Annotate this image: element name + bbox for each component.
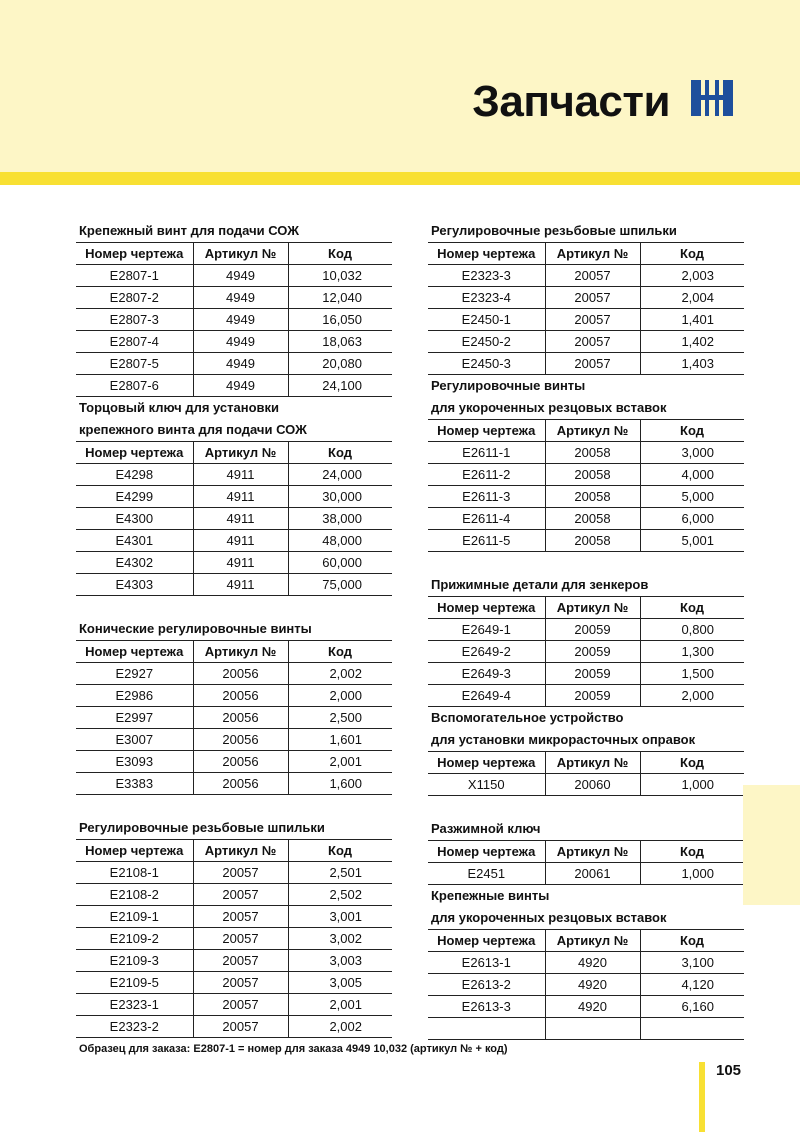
order-example-footnote: Образец для заказа: E2807-1 = номер для заказа 4949 10,032 (артикул № + код) — [79, 1043, 508, 1055]
table-row — [76, 972, 392, 994]
cell-article-number: 20057 — [545, 331, 640, 353]
header-band — [0, 0, 800, 172]
cell-article-number: 20057 — [193, 1016, 288, 1038]
cell-drawing-number: E2807-1 — [76, 265, 193, 287]
cell-code: 24,100 — [288, 375, 392, 397]
cell-drawing-number: E2613-2 — [428, 974, 545, 996]
cell-drawing-number: E3093 — [76, 751, 193, 773]
cell-article-number: 20057 — [193, 862, 288, 884]
table-header-row — [428, 841, 744, 863]
brand-logo-icon — [691, 80, 733, 116]
cell-article-number: 20057 — [545, 309, 640, 331]
cell-code: 3,005 — [288, 972, 392, 994]
cell-code: 2,002 — [288, 663, 392, 685]
cell-article-number: 4949 — [193, 265, 288, 287]
left-column — [76, 220, 392, 1038]
cell-article-number: 20058 — [545, 464, 640, 486]
section-conical-adjusting-screws — [76, 618, 392, 795]
cell-drawing-number: E2611-2 — [428, 464, 545, 486]
table-header-row — [428, 420, 744, 442]
cell-drawing-number: E2611-4 — [428, 508, 545, 530]
parts-table — [428, 929, 744, 1040]
column-header-code: Код — [640, 752, 744, 774]
cell-article-number: 20057 — [193, 906, 288, 928]
cell-code: 38,000 — [288, 508, 392, 530]
table-header-row — [76, 840, 392, 862]
page-number-bar — [699, 1062, 705, 1132]
cell-drawing-number: E2109-2 — [76, 928, 193, 950]
side-tab — [743, 785, 800, 905]
cell-article-number: 20056 — [193, 773, 288, 795]
cell-code: 16,050 — [288, 309, 392, 331]
column-header-code: Код — [640, 420, 744, 442]
table-row — [76, 375, 392, 397]
section-title: Регулировочные резьбовые шпильки — [79, 820, 325, 835]
column-header-article: Артикул № — [193, 840, 288, 862]
spacer — [76, 596, 392, 618]
cell-drawing-number: E2611-5 — [428, 530, 545, 552]
cell-code: 2,502 — [288, 884, 392, 906]
cell-article-number: 20057 — [545, 353, 640, 375]
section-title: Вспомогательное устройство — [431, 710, 624, 725]
section-title: Регулировочные винты — [431, 378, 586, 393]
section-release-key — [428, 818, 744, 885]
cell-article-number: 20056 — [193, 751, 288, 773]
cell-drawing-number: E2997 — [76, 707, 193, 729]
column-header-article: Артикул № — [545, 420, 640, 442]
cell-article-number: 20059 — [545, 619, 640, 641]
cell-drawing-number: E2613-1 — [428, 952, 545, 974]
section-title: для укороченных резцовых вставок — [431, 910, 667, 925]
cell-code: 1,401 — [640, 309, 744, 331]
table-row — [76, 530, 392, 552]
cell-drawing-number: E4299 — [76, 486, 193, 508]
column-header-drawing: Номер чертежа — [428, 752, 545, 774]
cell-code: 4,000 — [640, 464, 744, 486]
cell-code: 3,100 — [640, 952, 744, 974]
section-insert-adjusting-screws — [428, 375, 744, 552]
table-row — [76, 552, 392, 574]
cell-drawing-number — [428, 1018, 545, 1040]
cell-article-number: 20057 — [545, 287, 640, 309]
cell-article-number: 20057 — [545, 265, 640, 287]
cell-code: 20,080 — [288, 353, 392, 375]
cell-code: 75,000 — [288, 574, 392, 596]
cell-article-number: 4911 — [193, 552, 288, 574]
page-number: 105 — [716, 1062, 742, 1079]
column-header-code: Код — [640, 841, 744, 863]
table-row — [428, 508, 744, 530]
section-title: для установки микрорасточных оправок — [431, 732, 696, 747]
column-header-article: Артикул № — [193, 641, 288, 663]
cell-code: 5,001 — [640, 530, 744, 552]
column-header-article: Артикул № — [193, 442, 288, 464]
cell-drawing-number: E2613-3 — [428, 996, 545, 1018]
section-title: Регулировочные резьбовые шпильки — [431, 223, 677, 238]
cell-drawing-number: E2109-3 — [76, 950, 193, 972]
section-adjusting-studs — [76, 817, 392, 1038]
column-header-article: Артикул № — [545, 841, 640, 863]
cell-article-number: 20056 — [193, 663, 288, 685]
parts-table — [76, 839, 392, 1038]
cell-article-number: 4920 — [545, 952, 640, 974]
table-row — [428, 464, 744, 486]
section-counterbore-clamps — [428, 574, 744, 707]
table-row — [76, 928, 392, 950]
spacer — [76, 795, 392, 817]
table-header-row — [428, 752, 744, 774]
cell-code: 1,600 — [288, 773, 392, 795]
cell-code: 3,000 — [640, 442, 744, 464]
cell-code: 2,501 — [288, 862, 392, 884]
table-row — [76, 707, 392, 729]
table-row — [76, 906, 392, 928]
table-header-row — [76, 442, 392, 464]
cell-drawing-number: X1150 — [428, 774, 545, 796]
table-row — [428, 774, 744, 796]
column-header-article: Артикул № — [545, 243, 640, 265]
cell-code: 0,800 — [640, 619, 744, 641]
cell-code: 4,120 — [640, 974, 744, 996]
section-title: крепежного винта для подачи СОЖ — [79, 422, 307, 437]
parts-table — [76, 441, 392, 596]
cell-drawing-number: E2108-1 — [76, 862, 193, 884]
cell-code: 3,001 — [288, 906, 392, 928]
header-stripe — [0, 172, 800, 185]
column-header-article: Артикул № — [545, 930, 640, 952]
cell-article-number: 20059 — [545, 685, 640, 707]
cell-code: 1,000 — [640, 863, 744, 885]
cell-code — [640, 1018, 744, 1040]
cell-drawing-number: E2611-3 — [428, 486, 545, 508]
cell-code: 2,000 — [640, 685, 744, 707]
table-row — [76, 862, 392, 884]
right-column — [428, 220, 744, 1040]
cell-code: 2,500 — [288, 707, 392, 729]
table-row — [76, 574, 392, 596]
parts-table — [428, 596, 744, 707]
cell-drawing-number: E2108-2 — [76, 884, 193, 906]
column-header-drawing: Номер чертежа — [428, 597, 545, 619]
table-row — [428, 663, 744, 685]
table-row — [428, 641, 744, 663]
cell-drawing-number: E4298 — [76, 464, 193, 486]
section-microbore-setting-device — [428, 707, 744, 796]
cell-drawing-number: E2451 — [428, 863, 545, 885]
table-row — [76, 287, 392, 309]
cell-article-number: 4949 — [193, 331, 288, 353]
column-header-code: Код — [640, 597, 744, 619]
cell-drawing-number: E2649-3 — [428, 663, 545, 685]
section-title: Разжимной ключ — [431, 821, 541, 836]
cell-article-number: 20058 — [545, 530, 640, 552]
table-row — [76, 729, 392, 751]
cell-drawing-number: E2323-2 — [76, 1016, 193, 1038]
cell-article-number: 20058 — [545, 442, 640, 464]
cell-article-number: 20056 — [193, 729, 288, 751]
cell-drawing-number: E2323-1 — [76, 994, 193, 1016]
column-header-drawing: Номер чертежа — [428, 243, 545, 265]
cell-code: 60,000 — [288, 552, 392, 574]
column-header-code: Код — [288, 840, 392, 862]
column-header-article: Артикул № — [545, 597, 640, 619]
cell-drawing-number: E2450-2 — [428, 331, 545, 353]
cell-article-number: 20057 — [193, 928, 288, 950]
cell-drawing-number: E4302 — [76, 552, 193, 574]
table-row — [428, 486, 744, 508]
cell-drawing-number: E2927 — [76, 663, 193, 685]
cell-article-number: 20060 — [545, 774, 640, 796]
column-header-drawing: Номер чертежа — [428, 930, 545, 952]
cell-code: 1,403 — [640, 353, 744, 375]
table-row — [76, 950, 392, 972]
cell-code: 12,040 — [288, 287, 392, 309]
table-row — [76, 994, 392, 1016]
parts-table — [76, 242, 392, 397]
cell-drawing-number: E2450-3 — [428, 353, 545, 375]
cell-article-number: 20057 — [193, 994, 288, 1016]
column-header-drawing: Номер чертежа — [76, 243, 193, 265]
cell-code: 3,002 — [288, 928, 392, 950]
cell-drawing-number: E2986 — [76, 685, 193, 707]
section-insert-clamping-screws — [428, 885, 744, 1040]
parts-table — [428, 242, 744, 375]
cell-drawing-number: E4301 — [76, 530, 193, 552]
cell-article-number: 20059 — [545, 663, 640, 685]
table-row — [76, 486, 392, 508]
cell-code: 10,032 — [288, 265, 392, 287]
parts-table — [76, 640, 392, 795]
table-row — [428, 952, 744, 974]
cell-drawing-number: E2649-4 — [428, 685, 545, 707]
cell-code: 6,160 — [640, 996, 744, 1018]
cell-drawing-number: E2807-3 — [76, 309, 193, 331]
table-header-row — [428, 243, 744, 265]
cell-code: 1,000 — [640, 774, 744, 796]
cell-article-number: 4911 — [193, 486, 288, 508]
cell-code: 30,000 — [288, 486, 392, 508]
table-row — [428, 1018, 744, 1040]
table-header-row — [428, 597, 744, 619]
table-row — [428, 309, 744, 331]
cell-article-number: 20058 — [545, 508, 640, 530]
table-row — [428, 974, 744, 996]
cell-article-number: 20059 — [545, 641, 640, 663]
column-header-code: Код — [640, 930, 744, 952]
cell-code: 2,003 — [640, 265, 744, 287]
table-row — [76, 508, 392, 530]
parts-table — [428, 419, 744, 552]
cell-article-number: 4949 — [193, 353, 288, 375]
table-row — [428, 265, 744, 287]
section-adjusting-studs-continued — [428, 220, 744, 375]
column-header-article: Артикул № — [545, 752, 640, 774]
table-row — [428, 685, 744, 707]
cell-drawing-number: E2807-4 — [76, 331, 193, 353]
cell-article-number: 4911 — [193, 574, 288, 596]
cell-code: 2,001 — [288, 751, 392, 773]
cell-code: 2,002 — [288, 1016, 392, 1038]
table-row — [428, 353, 744, 375]
cell-article-number: 4911 — [193, 530, 288, 552]
table-header-row — [76, 243, 392, 265]
page-title: Запчасти — [472, 77, 670, 126]
cell-article-number: 20057 — [193, 884, 288, 906]
table-header-row — [428, 930, 744, 952]
cell-article-number: 20057 — [193, 950, 288, 972]
section-title: Торцовый ключ для установки — [79, 400, 280, 415]
cell-article-number: 4920 — [545, 974, 640, 996]
section-title: Крепежный винт для подачи СОЖ — [79, 223, 299, 238]
table-row — [76, 685, 392, 707]
column-header-code: Код — [640, 243, 744, 265]
column-header-code: Код — [288, 243, 392, 265]
table-row — [76, 353, 392, 375]
table-row — [428, 996, 744, 1018]
cell-article-number: 20056 — [193, 685, 288, 707]
cell-drawing-number: E4300 — [76, 508, 193, 530]
column-header-drawing: Номер чертежа — [428, 420, 545, 442]
cell-article-number: 4920 — [545, 996, 640, 1018]
column-header-article: Артикул № — [193, 243, 288, 265]
cell-article-number: 4949 — [193, 309, 288, 331]
cell-article-number: 20057 — [193, 972, 288, 994]
section-title: Конические регулировочные винты — [79, 621, 312, 636]
cell-article-number: 4949 — [193, 375, 288, 397]
table-row — [428, 442, 744, 464]
table-row — [76, 265, 392, 287]
table-row — [428, 619, 744, 641]
section-coolant-screw — [76, 220, 392, 397]
cell-code: 3,003 — [288, 950, 392, 972]
cell-code: 5,000 — [640, 486, 744, 508]
section-title: Крепежные винты — [431, 888, 550, 903]
parts-table — [428, 751, 744, 796]
column-header-drawing: Номер чертежа — [76, 641, 193, 663]
spacer — [428, 796, 744, 818]
table-row — [76, 663, 392, 685]
table-row — [428, 331, 744, 353]
cell-article-number: 20058 — [545, 486, 640, 508]
cell-code: 2,001 — [288, 994, 392, 1016]
cell-article-number: 4949 — [193, 287, 288, 309]
table-row — [428, 863, 744, 885]
cell-drawing-number: E3007 — [76, 729, 193, 751]
cell-code: 2,000 — [288, 685, 392, 707]
column-header-code: Код — [288, 442, 392, 464]
cell-article-number: 20056 — [193, 707, 288, 729]
cell-drawing-number: E2323-4 — [428, 287, 545, 309]
cell-code: 1,300 — [640, 641, 744, 663]
cell-article-number: 4911 — [193, 464, 288, 486]
cell-code: 1,402 — [640, 331, 744, 353]
cell-article-number: 20061 — [545, 863, 640, 885]
cell-code: 1,601 — [288, 729, 392, 751]
table-header-row — [76, 641, 392, 663]
cell-code: 1,500 — [640, 663, 744, 685]
cell-drawing-number: E2323-3 — [428, 265, 545, 287]
spacer — [428, 552, 744, 574]
cell-drawing-number: E2807-6 — [76, 375, 193, 397]
cell-drawing-number: E2807-2 — [76, 287, 193, 309]
cell-article-number — [545, 1018, 640, 1040]
column-header-drawing: Номер чертежа — [76, 442, 193, 464]
cell-drawing-number: E2109-5 — [76, 972, 193, 994]
table-row — [76, 884, 392, 906]
column-header-code: Код — [288, 641, 392, 663]
cell-code: 18,063 — [288, 331, 392, 353]
cell-drawing-number: E2109-1 — [76, 906, 193, 928]
table-row — [76, 751, 392, 773]
table-row — [76, 331, 392, 353]
cell-drawing-number: E3383 — [76, 773, 193, 795]
section-title: Прижимные детали для зенкеров — [431, 577, 649, 592]
cell-drawing-number: E4303 — [76, 574, 193, 596]
column-header-drawing: Номер чертежа — [428, 841, 545, 863]
table-row — [428, 530, 744, 552]
column-header-drawing: Номер чертежа — [76, 840, 193, 862]
cell-code: 48,000 — [288, 530, 392, 552]
cell-drawing-number: E2611-1 — [428, 442, 545, 464]
cell-code: 24,000 — [288, 464, 392, 486]
cell-code: 6,000 — [640, 508, 744, 530]
cell-code: 2,004 — [640, 287, 744, 309]
parts-table — [428, 840, 744, 885]
section-title: для укороченных резцовых вставок — [431, 400, 667, 415]
table-row — [76, 309, 392, 331]
table-row — [76, 464, 392, 486]
table-row — [76, 1016, 392, 1038]
cell-drawing-number: E2807-5 — [76, 353, 193, 375]
cell-drawing-number: E2649-2 — [428, 641, 545, 663]
table-row — [428, 287, 744, 309]
cell-drawing-number: E2649-1 — [428, 619, 545, 641]
cell-drawing-number: E2450-1 — [428, 309, 545, 331]
cell-article-number: 4911 — [193, 508, 288, 530]
section-coolant-screw-key — [76, 397, 392, 596]
table-row — [76, 773, 392, 795]
